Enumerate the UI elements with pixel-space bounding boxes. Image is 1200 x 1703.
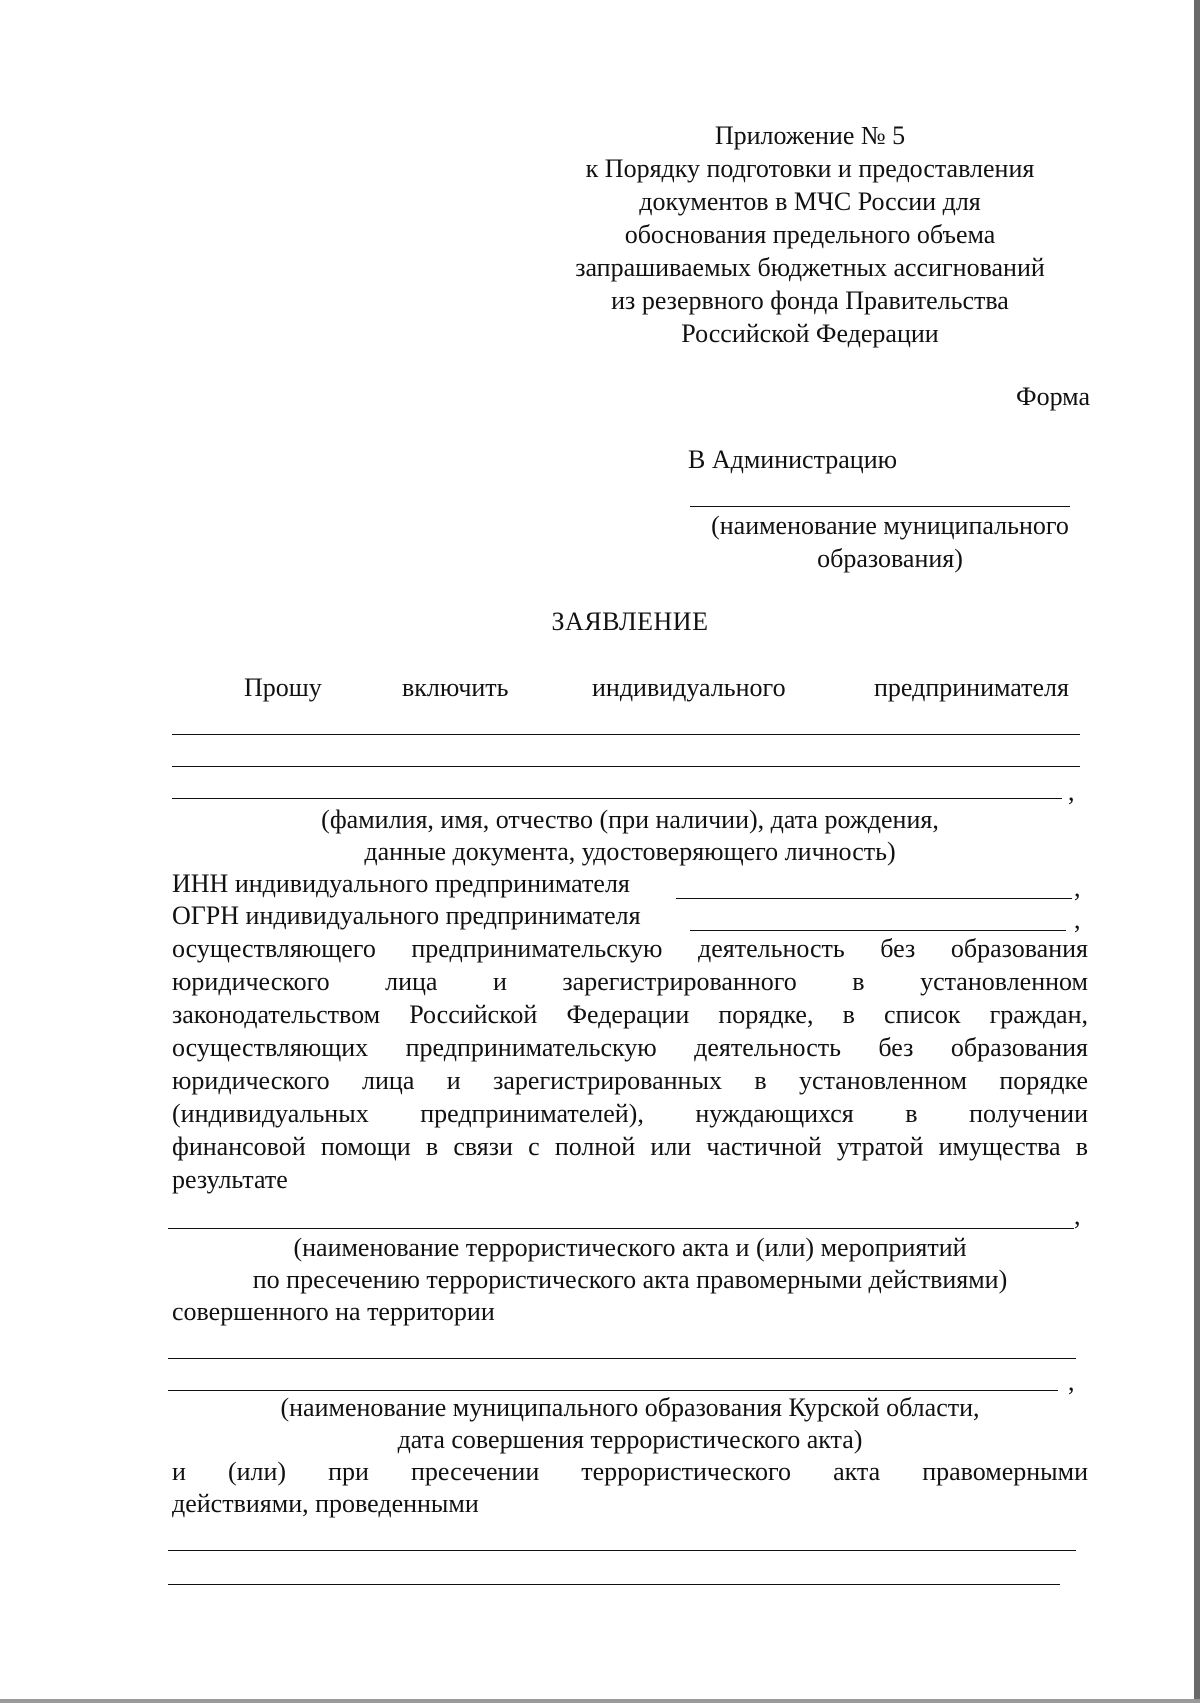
entrepreneur-name-line-1[interactable]	[172, 734, 1080, 735]
entrepreneur-name-line-2[interactable]	[172, 766, 1080, 767]
paragraph-line: осуществляющего предпринимательскую деятельность без образования	[172, 934, 1088, 963]
paragraph-line: осуществляющих предпринимательскую деятельность без образования	[172, 1033, 1088, 1062]
closing-line: действиями, проведенными	[172, 1489, 479, 1518]
municipality-line-2[interactable]	[168, 1390, 1058, 1391]
conducted-by-line-2[interactable]	[168, 1584, 1060, 1585]
paragraph-line: юридического лица и зарегистрированного в установленном	[172, 967, 1088, 996]
paragraph-line: результате	[172, 1165, 288, 1194]
territory-label: совершенного на территории	[172, 1297, 495, 1326]
terrorist-act-line[interactable]	[168, 1228, 1074, 1229]
main-paragraph	[172, 932, 1088, 1196]
appendix-line: к Порядку подготовки и предоставления	[585, 154, 1035, 183]
inn-field-line[interactable]	[676, 898, 1072, 899]
municipality-caption: (наименование муниципального образования Курской области,	[280, 1393, 980, 1422]
request-word: предпринимателя	[874, 673, 1069, 702]
entrepreneur-caption: данные документа, удостоверяющего личность)	[364, 837, 896, 866]
comma: ,	[1068, 777, 1075, 806]
appendix-line: Российской Федерации	[681, 319, 939, 348]
addressee-blank-line[interactable]	[690, 506, 1070, 507]
entrepreneur-caption: (фамилия, имя, отчество (при наличии), дата рождения,	[321, 805, 939, 834]
paragraph-line: финансовой помощи в связи с полной или частичной утратой имущества в	[172, 1132, 1088, 1161]
comma: ,	[1074, 905, 1081, 934]
paragraph-line: юридического лица и зарегистрированных в установленном порядке	[172, 1066, 1088, 1095]
comma: ,	[1074, 873, 1081, 902]
municipality-caption: дата совершения террористического акта)	[397, 1425, 863, 1454]
appendix-number: Приложение № 5	[714, 121, 906, 150]
appendix-line: документов в МЧС России для	[639, 187, 981, 216]
ogrn-field-line[interactable]	[690, 930, 1066, 931]
scan-edge-bottom	[0, 1699, 1200, 1703]
appendix-line: из резервного фонда Правительства	[611, 286, 1009, 315]
entrepreneur-name-line-3[interactable]	[172, 798, 1062, 799]
scan-edge-right	[1194, 0, 1200, 1703]
paragraph-line: законодательством Российской Федерации порядке, в список граждан,	[172, 1000, 1088, 1029]
municipality-line-1[interactable]	[168, 1358, 1076, 1359]
act-caption: по пресечению террористического акта правомерными действиями)	[252, 1265, 1008, 1294]
comma: ,	[1074, 1201, 1081, 1230]
addressee-caption: (наименование муниципального	[711, 511, 1069, 540]
appendix-line: запрашиваемых бюджетных ассигнований	[575, 253, 1045, 282]
conducted-by-line-1[interactable]	[168, 1550, 1076, 1551]
paragraph-line: (индивидуальных предпринимателей), нуждающихся в получении	[172, 1099, 1088, 1128]
request-word: индивидуального	[592, 673, 786, 702]
request-word: включить	[402, 673, 509, 702]
ogrn-label: ОГРН индивидуального предпринимателя	[172, 901, 641, 930]
addressee-to: В Администрацию	[688, 445, 898, 474]
request-word: Прошу	[244, 673, 322, 702]
act-caption: (наименование террористического акта и (или) мероприятий	[293, 1233, 967, 1262]
document-title: ЗАЯВЛЕНИЕ	[551, 607, 709, 636]
appendix-line: обоснования предельного объема	[624, 220, 996, 249]
addressee-caption: образования)	[817, 544, 963, 573]
closing-line: и (или) при пресечении террористического акта правомерными	[172, 1457, 1088, 1486]
inn-label: ИНН индивидуального предпринимателя	[172, 869, 630, 898]
comma: ,	[1068, 1367, 1075, 1396]
form-label: Форма	[1016, 382, 1090, 411]
